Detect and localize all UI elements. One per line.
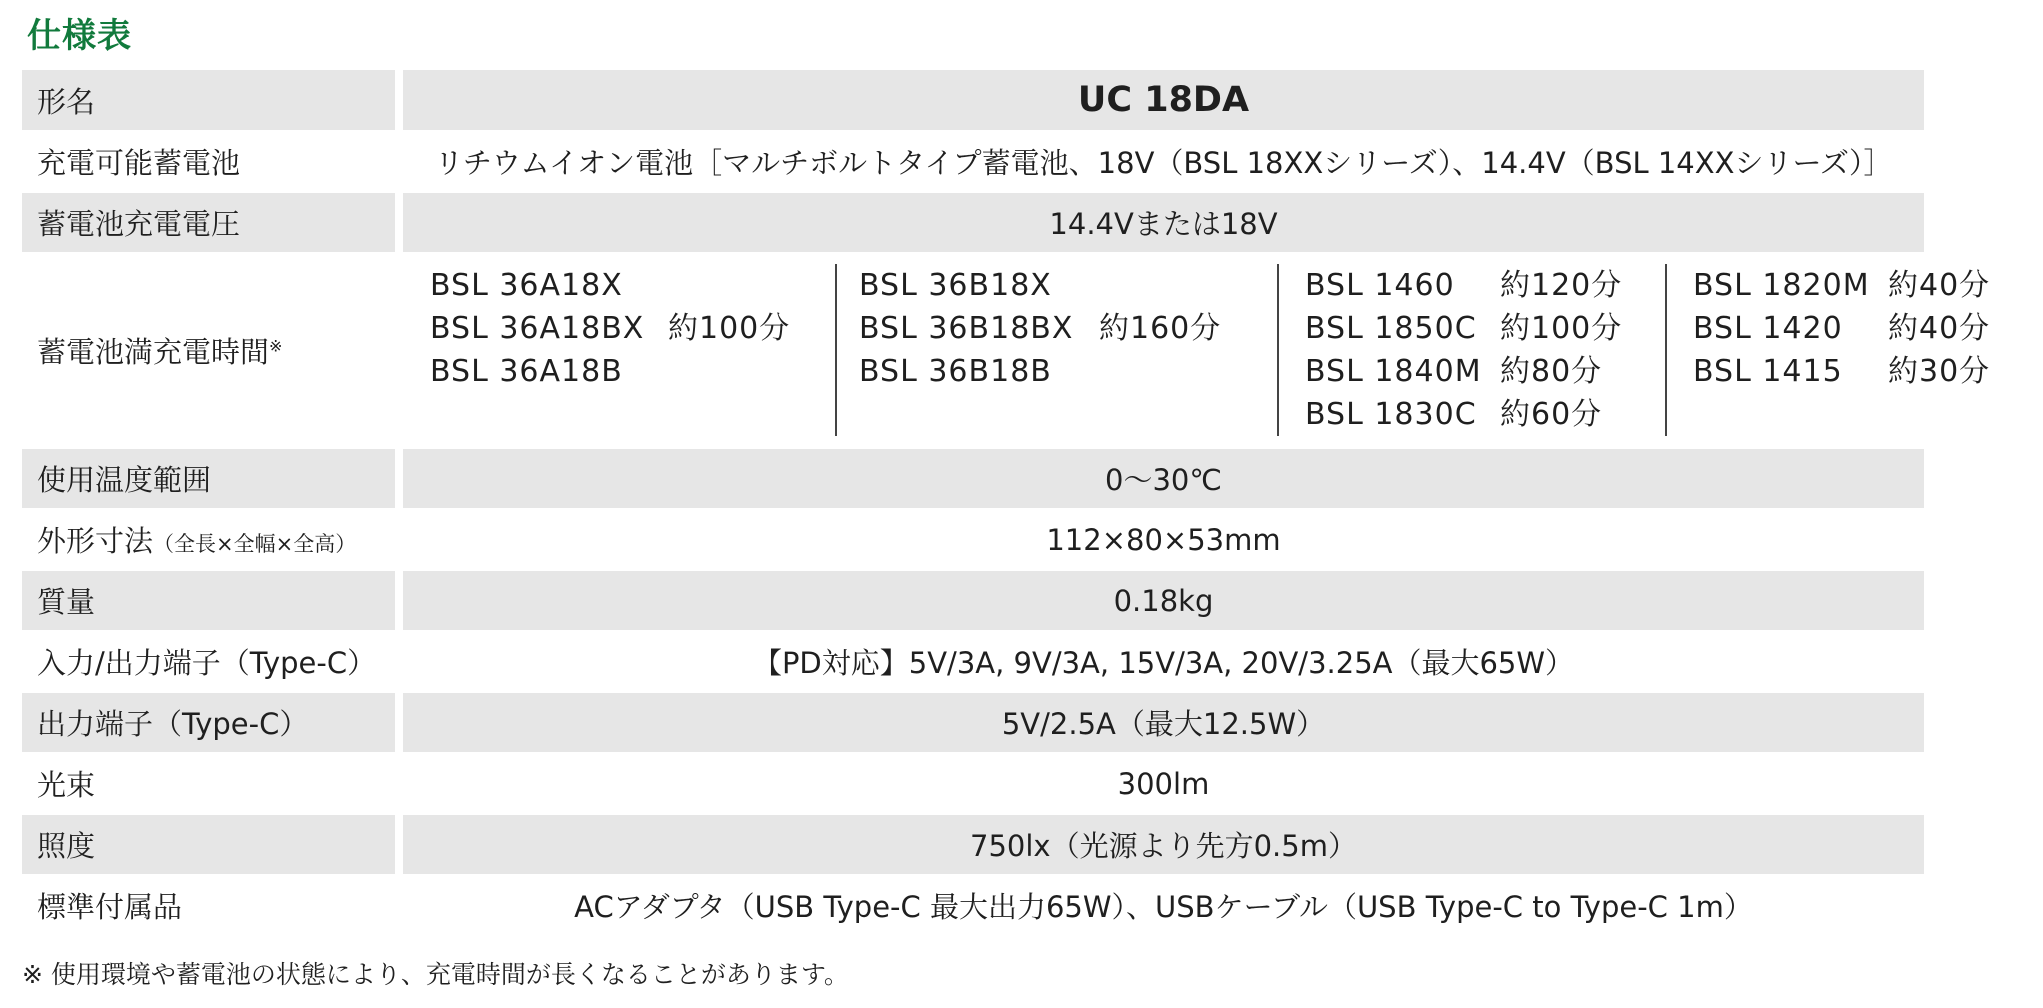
battery-model: BSL 36B18BX: [859, 310, 1074, 346]
battery-model: BSL 1820M: [1693, 267, 1870, 303]
charge-line: [859, 264, 1247, 307]
charge-group: [403, 264, 835, 436]
dimensions-label-note: （全長×全幅×全高）: [153, 532, 357, 556]
charge-line: [430, 350, 805, 393]
charge-line: [1305, 350, 1635, 393]
row-value: リチウムイオン電池［マルチボルトタイプ蓄電池、18V（BSL 18XXシリーズ）、14.4V（BSL 14XXシリーズ）］: [403, 130, 1924, 191]
charge-duration: 約40分: [1888, 310, 1991, 346]
row-value: 300lm: [403, 752, 1924, 813]
row-value: 0～30℃: [403, 447, 1924, 508]
battery-model: BSL 36A18X: [430, 267, 623, 303]
row-value: 【PD対応】5V/3A, 9V/3A, 15V/3A, 20V/3.25A（最大65W）: [403, 630, 1924, 691]
row-label: 出力端子（Type-C）: [22, 691, 395, 752]
row-label: 形名: [22, 68, 395, 130]
charge-time-label: 蓄電池満充電時間: [37, 335, 270, 369]
spec-row-model: [22, 68, 1924, 130]
row-label: 入力/出力端子（Type-C）: [22, 630, 395, 691]
charge-line: [430, 307, 805, 350]
battery-model: BSL 1415: [1693, 353, 1843, 389]
page-title: 仕様表: [27, 16, 132, 56]
charge-line: [1305, 264, 1635, 307]
charge-duration: 約160分: [1099, 310, 1222, 346]
charge-line: [859, 307, 1247, 350]
spec-row-voltage: [22, 191, 1924, 252]
charge-group: [1665, 264, 2043, 436]
spec-row-weight: [22, 569, 1924, 630]
footnote: ※ 使用環境や蓄電池の状態により、充電時間が長くなることがあります。: [22, 960, 849, 989]
spec-row-io-port: [22, 630, 1924, 691]
battery-model: BSL 1850C: [1305, 310, 1477, 346]
spec-row-luminous-flux: [22, 752, 1924, 813]
spec-row-dimensions: [22, 508, 1924, 569]
battery-model: BSL 36B18B: [859, 353, 1052, 389]
model-name: UC 18DA: [1077, 80, 1250, 120]
row-value: 14.4Vまたは18V: [403, 191, 1924, 252]
row-label: 標準付属品: [22, 874, 395, 935]
spec-row-charge-time: [22, 252, 1924, 447]
spec-row-temperature: [22, 447, 1924, 508]
battery-model: BSL 36A18B: [430, 353, 623, 389]
battery-model: BSL 36A18BX: [430, 310, 645, 346]
row-value: 0.18kg: [403, 569, 1924, 630]
charge-group: [835, 264, 1277, 436]
row-label: 光束: [22, 752, 395, 813]
row-value: [403, 252, 1991, 447]
charge-duration: 約120分: [1500, 267, 1623, 303]
row-label: 使用温度範囲: [22, 447, 395, 508]
spec-row-illuminance: [22, 813, 1924, 874]
charge-duration: 約30分: [1888, 353, 1991, 389]
row-label: [22, 252, 395, 447]
charge-duration: 約100分: [668, 310, 791, 346]
row-value: ACアダプタ（USB Type-C 最大出力65W）、USBケーブル（USB Type-C to Type-C 1m）: [403, 874, 1924, 935]
battery-model: BSL 1460: [1305, 267, 1455, 303]
charge-duration: 約100分: [1500, 310, 1623, 346]
row-value: 750lx（光源より先方0.5m）: [403, 813, 1924, 874]
row-value: [403, 68, 1924, 130]
battery-model: BSL 1830C: [1305, 396, 1477, 432]
charge-duration: 約80分: [1500, 353, 1603, 389]
charge-duration: 約40分: [1888, 267, 1991, 303]
charge-line: [1305, 393, 1635, 436]
footnote-mark: ※: [269, 336, 283, 356]
spec-row-accessories: [22, 874, 1924, 935]
charge-time-groups: [403, 258, 1991, 444]
charge-line: [430, 264, 805, 307]
battery-model: BSL 36B18X: [859, 267, 1052, 303]
row-label: 質量: [22, 569, 395, 630]
charge-line: [1305, 307, 1635, 350]
dimensions-label: 外形寸法: [37, 524, 154, 558]
charge-duration: 約60分: [1500, 396, 1603, 432]
spec-row-battery: [22, 130, 1924, 191]
row-label: 蓄電池充電電圧: [22, 191, 395, 252]
charge-line: [1693, 350, 2013, 393]
charge-group: [1277, 264, 1665, 436]
row-value: 5V/2.5A（最大12.5W）: [403, 691, 1924, 752]
spec-row-out-port: [22, 691, 1924, 752]
charge-line: [1693, 264, 2013, 307]
spec-table: [22, 68, 1991, 935]
row-label: 照度: [22, 813, 395, 874]
battery-model: BSL 1420: [1693, 310, 1843, 346]
row-label: [22, 508, 395, 569]
charge-line: [1693, 307, 2013, 350]
battery-model: BSL 1840M: [1305, 353, 1482, 389]
row-value: 112×80×53mm: [403, 508, 1924, 569]
row-label: 充電可能蓄電池: [22, 130, 395, 191]
charge-line: [859, 350, 1247, 393]
